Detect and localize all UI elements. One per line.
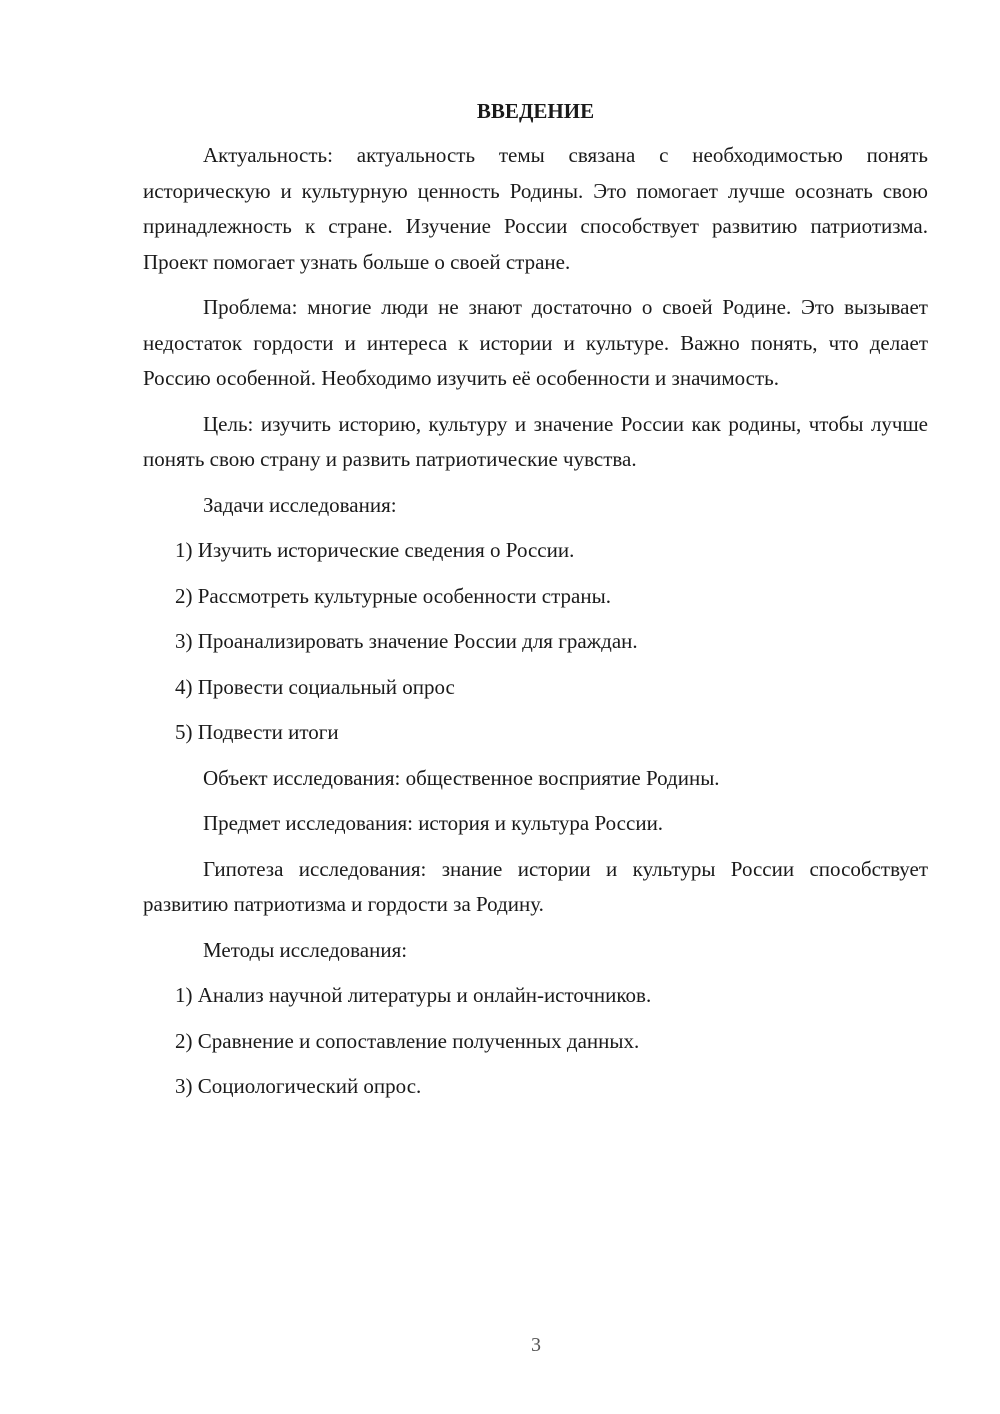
task-item: 5) Подвести итоги	[175, 720, 339, 744]
tasks-heading: Задачи исследования:	[203, 492, 397, 517]
problem-paragraph: Проблема: многие люди не знают достаточно о своей Родине. Это вызывает недостаток гордости и интереса к истории и культуре. Важно понять, что делает Россию особенной. Необходимо изучить её особенности и значимость.	[143, 295, 928, 390]
task-item: 2) Рассмотреть культурные особенности страны.	[175, 583, 611, 608]
method-item: 3) Социологический опрос.	[175, 1074, 422, 1098]
methods-heading: Методы исследования:	[203, 937, 408, 962]
relevance-paragraph: Актуальность: актуальность темы связана с необходимостью понять историческую и культурную ценность Родины. Это помогает лучше осознать свою принадлежность к стране. Изучение России способствует развитию патриотизма. Проект помогает узнать больше о своей стране.	[143, 143, 928, 274]
goal-paragraph: Цель: изучить историю, культуру и значение России как родины, чтобы лучше понять свою страну и развить патриотические чувства.	[143, 411, 928, 471]
method-item: 2) Сравнение и сопоставление полученных данных.	[175, 1028, 640, 1053]
object-paragraph: Объект исследования: общественное восприятие Родины.	[203, 765, 720, 790]
page-number: 3	[531, 1334, 541, 1356]
document-page	[143, 96, 928, 1115]
task-item: 1) Изучить исторические сведения о России.	[175, 538, 575, 562]
task-item: 3) Проанализировать значение России для граждан.	[175, 629, 638, 653]
subject-paragraph: Предмет исследования: история и культура России.	[203, 811, 664, 835]
hypothesis-paragraph: Гипотеза исследования: знание истории и культуры России способствует развитию патриотизма и гордости за Родину.	[143, 856, 928, 916]
method-item: 1) Анализ научной литературы и онлайн-источников.	[175, 983, 652, 1007]
page-title: ВВЕДЕНИЕ	[476, 99, 595, 123]
task-item: 4) Провести социальный опрос	[175, 674, 455, 699]
